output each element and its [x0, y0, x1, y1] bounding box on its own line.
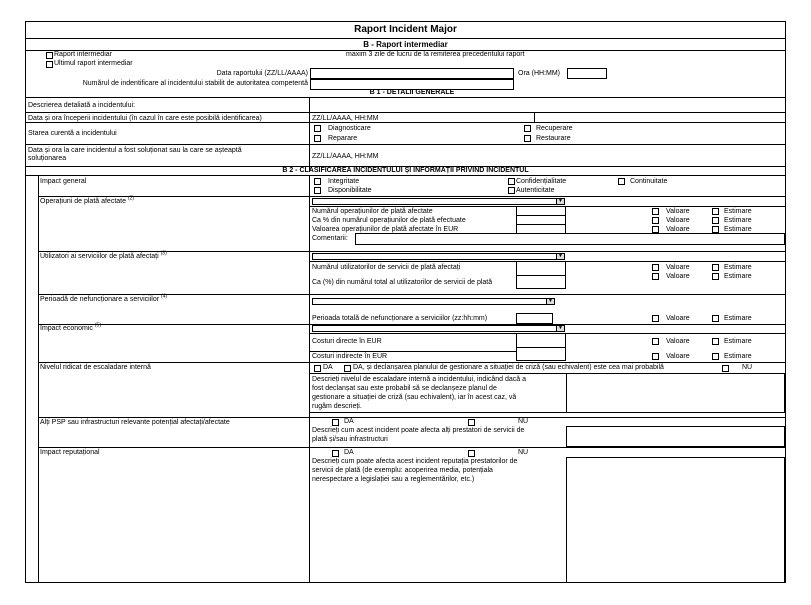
op-valoare-valoare-label: Valoare — [666, 226, 690, 233]
costuri-directe-label: Costuri directe în EUR — [312, 338, 382, 345]
confidentialitate-label: Confidențialitate — [516, 178, 567, 185]
incident-report-form — [25, 21, 786, 583]
ut-numar-valoare-checkbox[interactable] — [652, 264, 659, 271]
ut-procent-valoare-checkbox[interactable] — [652, 273, 659, 280]
disponibilitate-checkbox[interactable] — [314, 187, 321, 194]
op-procent-label: Ca % din numărul operațiunilor de plată efectuate — [312, 217, 466, 224]
dropdown-arrow-icon: ▼ — [556, 254, 564, 259]
operatiuni-dropdown[interactable] — [312, 198, 565, 205]
esc-descr-1: Descrieți nivelul de escaladare internă a incidentului, indicând dacă a — [312, 376, 527, 383]
ut-procent-label: Ca (%) din numărul total al utilizatorilor de servicii de plată — [312, 279, 493, 286]
b1-header: B 1 - DETALII GENERALE — [369, 89, 455, 96]
rep-descr-input[interactable] — [566, 457, 785, 583]
op-procent-estimare-checkbox[interactable] — [712, 217, 719, 224]
dropdown-arrow-icon: ▼ — [556, 326, 564, 331]
utilizatori-dropdown[interactable] — [312, 253, 565, 260]
impact-general-label: Impact general — [40, 178, 87, 185]
data-raportului-label: Data raportului (ZZ/LL/AAAA) — [216, 70, 308, 77]
perioada-dropdown[interactable] — [312, 298, 555, 305]
data-inceperii-label: Data și ora începerii incidentului (în cazul în care este posibilă identificarea) — [28, 115, 262, 122]
ut-numar-estimare-checkbox[interactable] — [712, 264, 719, 271]
b2-header: B 2 - CLASIFICAREA INCIDENTULUI ȘI INFORMAȚII PRIVIND INCIDENTUL — [282, 167, 529, 174]
ultimul-raport-checkbox[interactable] — [46, 61, 53, 68]
operatiuni-label: Operațiuni de plată afectate $^{(2)}$ — [40, 195, 135, 205]
rep-descr-3: nerespectare a legislației sau a reglementărilor, etc.) — [312, 476, 475, 483]
data-inceperii-value[interactable]: ZZ/LL/AAAA, HH:MM — [312, 115, 379, 122]
reparare-label: Reparare — [328, 135, 358, 142]
perioada-totala-label: Perioada totală de nefuncționare a serviciilor (zz:hh:mm) — [312, 315, 488, 322]
psp-descr-input[interactable] — [566, 426, 785, 447]
esc-descr-3: gestionare a situației de criză (sau echivalent), iar în acest caz, vă — [312, 394, 517, 401]
esc-da-checkbox[interactable] — [314, 365, 321, 372]
esc-nu-checkbox[interactable] — [722, 365, 729, 372]
comentarii-label: Comentarii: — [312, 235, 348, 242]
alti-psp-label: Alți PSP sau infrastructuri relevante potențial afectați/afectate — [40, 419, 230, 426]
diagnosticare-label: Diagnosticare — [328, 125, 371, 132]
reputational-label: Impact reputațional — [40, 449, 100, 456]
deadline-note: maxim 3 zile de lucru de la remiterea precedentului raport — [346, 51, 525, 58]
rep-da-label: DA — [344, 449, 354, 456]
perioada-label: Perioadă de nefuncționare a serviciilor $^{(4)}$ — [40, 293, 168, 303]
ultimul-raport-label: Ultimul raport intermediar — [54, 60, 133, 67]
perioada-valoare-label: Valoare — [666, 315, 690, 322]
perioada-valoare-checkbox[interactable] — [652, 315, 659, 322]
autenticitate-checkbox[interactable] — [508, 187, 515, 194]
ut-procent-estimare-label: Estimare — [724, 273, 752, 280]
impact-economic-label: Impact economic $^{(5)}$ — [40, 322, 101, 332]
autenticitate-label: Autenticitate — [516, 187, 555, 194]
escaladare-label: Nivelul ridicat de escaladare internă — [40, 364, 151, 371]
ut-numar-label: Numărul utilizatorilor de servicii de plată afectați — [312, 264, 461, 271]
disponibilitate-label: Disponibilitate — [328, 187, 372, 194]
ora-input[interactable] — [567, 68, 607, 79]
costuri-directe-estimare-label: Estimare — [724, 338, 752, 345]
stare-curenta-label: Starea curentă a incidentului — [28, 130, 117, 137]
diagnosticare-checkbox[interactable] — [314, 125, 321, 132]
continuitate-label: Continuitate — [630, 178, 668, 185]
op-valoare-valoare-checkbox[interactable] — [652, 226, 659, 233]
perioada-totala-input[interactable] — [516, 313, 553, 324]
psp-nu-checkbox[interactable] — [468, 419, 475, 426]
psp-nu-label: NU — [518, 418, 529, 425]
impact-economic-dropdown[interactable] — [312, 325, 565, 332]
restaurare-label: Restaurare — [536, 135, 571, 142]
rep-descr-2: servicii de plată (de exemplu: acoperirea media, potențiala — [312, 467, 493, 474]
op-values-input[interactable] — [516, 206, 566, 234]
esc-descr-2: fost declanșat sau este probabil să se declanșeze planul de — [312, 385, 497, 392]
op-valoare-label: Valoarea operațiunilor de plată afectate în EUR — [312, 226, 459, 233]
report-title: Raport Incident Major — [354, 24, 457, 35]
costuri-indirecte-label: Costuri indirecte în EUR — [312, 353, 388, 360]
rep-descr-1: Descrieți cum poate afecta acest incident reputația prestatorilor de — [312, 458, 518, 465]
ut-numar-valoare-label: Valoare — [666, 264, 690, 271]
costuri-indirecte-estimare-label: Estimare — [724, 353, 752, 360]
section-b-header: B - Raport intermediar — [363, 40, 448, 49]
costuri-indirecte-valoare-checkbox[interactable] — [652, 353, 659, 360]
costuri-directe-valoare-label: Valoare — [666, 338, 690, 345]
costuri-indirecte-valoare-label: Valoare — [666, 353, 690, 360]
integritate-checkbox[interactable] — [314, 178, 321, 185]
esc-da-label: DA — [323, 364, 333, 371]
raport-intermediar-checkbox[interactable] — [46, 52, 53, 59]
continuitate-checkbox[interactable] — [618, 178, 625, 185]
esc-nu-label: NU — [742, 364, 753, 371]
op-numar-valoare-label: Valoare — [666, 208, 690, 215]
esc-da-criza-checkbox[interactable] — [344, 365, 351, 372]
rep-da-checkbox[interactable] — [332, 450, 339, 457]
perioada-estimare-checkbox[interactable] — [712, 315, 719, 322]
costuri-directe-valoare-checkbox[interactable] — [652, 338, 659, 345]
op-numar-estimare-checkbox[interactable] — [712, 208, 719, 215]
descriere-label: Descrierea detaliată a incidentului: — [28, 102, 136, 109]
confidentialitate-checkbox[interactable] — [508, 178, 515, 185]
data-raportului-input[interactable] — [310, 68, 514, 79]
esc-da-criza-label: DA, și declanșarea planului de gestionare a situației de criză (sau echivalent) este cea mai probabilă — [353, 364, 664, 371]
op-valoare-estimare-checkbox[interactable] — [712, 226, 719, 233]
raport-intermediar-label: Raport intermediar — [54, 51, 112, 58]
costuri-directe-estimare-checkbox[interactable] — [712, 338, 719, 345]
recuperare-label: Recuperare — [536, 125, 573, 132]
data-solutionare-value[interactable]: ZZ/LL/AAAA, HH:MM — [312, 153, 379, 160]
ora-label: Ora (HH:MM) — [518, 70, 560, 77]
rep-nu-label: NU — [518, 449, 529, 456]
data-solutionare-label-2: soluționarea — [28, 155, 67, 162]
ut-procent-valoare-label: Valoare — [666, 273, 690, 280]
rep-nu-checkbox[interactable] — [468, 450, 475, 457]
recuperare-checkbox[interactable] — [524, 125, 531, 132]
esc-descr-4: rugăm descrieți. — [312, 403, 362, 410]
restaurare-checkbox[interactable] — [524, 135, 531, 142]
numar-identificare-label: Numărul de indentificare al incidentului stabilit de autoritatea competentă — [82, 80, 308, 87]
comentarii-input[interactable] — [355, 233, 785, 245]
psp-descr-2: plată și/sau infrastructuri — [312, 436, 388, 443]
integritate-label: Integritate — [328, 178, 360, 185]
perioada-estimare-label: Estimare — [724, 315, 752, 322]
op-procent-valoare-label: Valoare — [666, 217, 690, 224]
data-solutionare-label-1: Data și ora la care incidentul a fost soluționat sau la care se așteaptă — [28, 147, 242, 154]
psp-da-label: DA — [344, 418, 354, 425]
esc-descr-input[interactable] — [566, 373, 785, 413]
op-numar-estimare-label: Estimare — [724, 208, 752, 215]
costuri-indirecte-estimare-checkbox[interactable] — [712, 353, 719, 360]
ut-numar-estimare-label: Estimare — [724, 264, 752, 271]
ut-procent-estimare-checkbox[interactable] — [712, 273, 719, 280]
reparare-checkbox[interactable] — [314, 135, 321, 142]
utilizatori-label: Utilizatori ai serviciilor de plată afectați $^{(3)}$ — [40, 250, 167, 260]
op-valoare-estimare-label: Estimare — [724, 226, 752, 233]
op-numar-valoare-checkbox[interactable] — [652, 208, 659, 215]
op-procent-valoare-checkbox[interactable] — [652, 217, 659, 224]
dropdown-arrow-icon: ▼ — [556, 199, 564, 204]
op-numar-label: Numărul operațiunilor de plată afectate — [312, 208, 433, 215]
op-procent-estimare-label: Estimare — [724, 217, 752, 224]
psp-da-checkbox[interactable] — [332, 419, 339, 426]
psp-descr-1: Descrieți cum acest incident poate afecta alți prestatori de servicii de — [312, 427, 525, 434]
dropdown-arrow-icon: ▼ — [546, 299, 554, 304]
